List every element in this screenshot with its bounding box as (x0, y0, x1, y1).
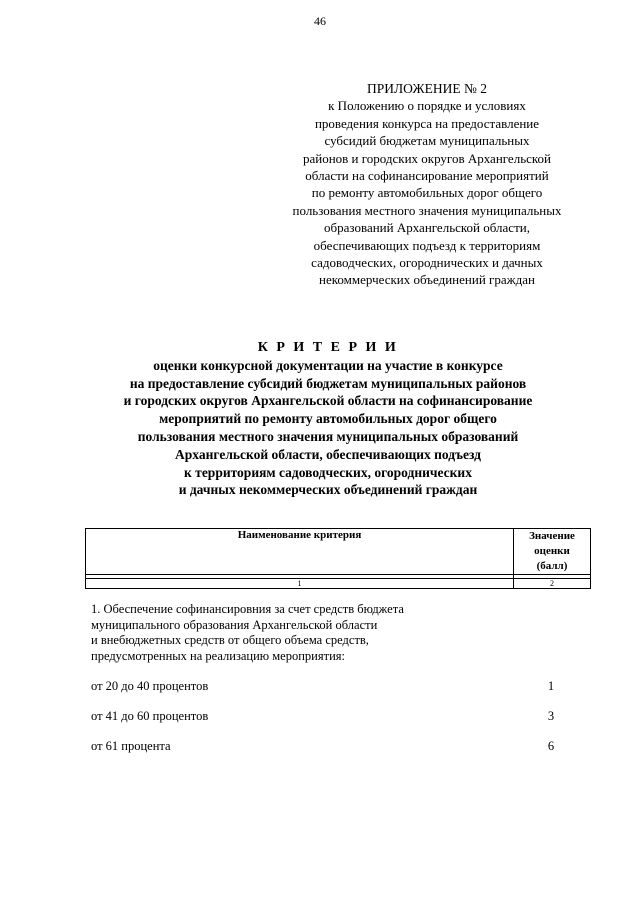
table-header-row (86, 529, 591, 575)
score-value-header (514, 529, 591, 575)
column-number: 1 (86, 579, 514, 589)
appendix-line: проведения конкурса на предоставление (314, 115, 540, 131)
criteria-line: к территориям садоводческих, огороднических (184, 464, 472, 480)
option-score: 6 (547, 739, 555, 753)
criteria-block (70, 339, 586, 499)
criterion-name-header: Наименование критерия (86, 529, 514, 575)
page-number: 46 (314, 14, 326, 28)
appendix-line: субсидий бюджетам муниципальных (324, 133, 530, 149)
appendix-block (262, 80, 592, 289)
option-score: 1 (547, 679, 555, 693)
appendix-line: обеспечивающих подъезд к территориям (313, 237, 541, 253)
appendix-line: образований Архангельской области, (324, 220, 530, 236)
criterion-line: и внебюджетных средств от общего объема средств, (91, 633, 369, 648)
criteria-line: оценки конкурсной документации на участие в конкурсе (153, 357, 503, 373)
column-number-row (86, 579, 591, 589)
criteria-line: и дачных некоммерческих объединений граждан (178, 482, 478, 498)
criteria-line: и городских округов Архангельской области на софинансирование (123, 393, 533, 409)
option-label: от 20 до 40 процентов (91, 679, 209, 693)
appendix-line: садоводческих, огороднических и дачных (311, 255, 543, 271)
score-header-line: оценки (534, 545, 570, 557)
criterion-line: 1. Обеспечение софинансировния за счет средств бюджета (91, 602, 404, 616)
appendix-title: ПРИЛОЖЕНИЕ № 2 (366, 81, 488, 96)
score-header-line: Значение (529, 530, 575, 542)
option-label: от 41 до 60 процентов (91, 709, 209, 723)
criterion-line: предусмотренных на реализацию мероприятия: (91, 648, 345, 663)
option-label: от 61 процента (91, 739, 171, 753)
appendix-line: районов и городских округов Архангельской (302, 150, 552, 166)
appendix-line: пользования местного значения муниципальных (292, 202, 562, 218)
option-score: 3 (547, 709, 555, 723)
criteria-line: мероприятий по ремонту автомобильных дорог общего (159, 411, 497, 427)
appendix-line: к Положению о порядке и условиях (328, 98, 526, 114)
criterion-item-text (91, 602, 451, 664)
appendix-line: области на софинансирование мероприятий (305, 168, 549, 184)
criteria-table (85, 528, 591, 589)
criteria-line: на предоставление субсидий бюджетам муниципальных районов (129, 375, 527, 391)
appendix-line: по ремонту автомобильных дорог общего (311, 185, 543, 201)
score-header-line: (балл) (536, 560, 568, 572)
criteria-heading: К Р И Т Е Р И И (257, 340, 399, 355)
criteria-line: Архангельской области, обеспечивающих подъезд (175, 446, 481, 462)
column-number: 2 (514, 579, 591, 589)
appendix-line: некоммерческих объединений граждан (319, 272, 535, 288)
criteria-line: пользования местного значения муниципальных образований (137, 428, 519, 444)
criterion-line: муниципального образования Архангельской области (91, 617, 378, 632)
